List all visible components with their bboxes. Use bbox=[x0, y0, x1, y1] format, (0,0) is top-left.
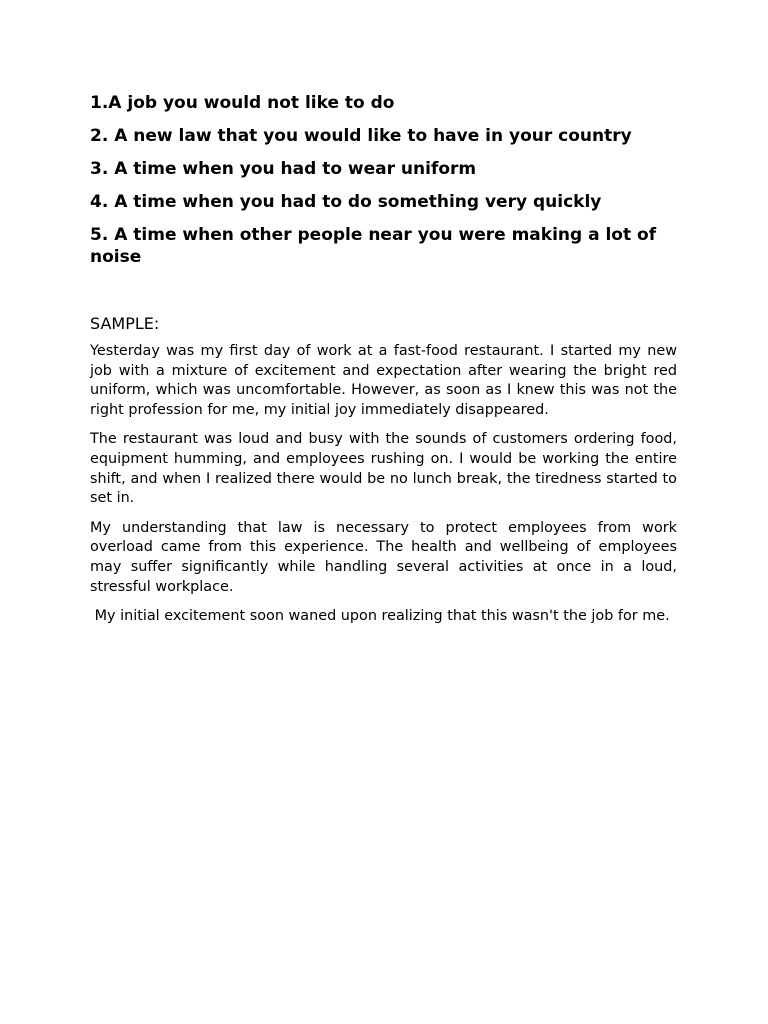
topic-item-2: 2. A new law that you would like to have in your country bbox=[90, 126, 632, 146]
sample-body bbox=[90, 342, 682, 627]
topic-item-3: 3. A time when you had to wear uniform bbox=[90, 159, 477, 179]
sample-paragraph-3: My understanding that law is necessary to protect employees from work overload came from this experience. The health and wellbeing of employees may suffer significantly while handling several activities at once in a loud, stressful workplace. bbox=[90, 519, 682, 595]
sample-paragraph-1: Yesterday was my first day of work at a fast-food restaurant. I started my new job with a mixture of excitement and expectation after wearing the bright red uniform, which was uncomfortable. However, as soon as I knew this was not the right profession for me, my initial joy immediately disappeared. bbox=[90, 343, 682, 418]
topic-item-1: 1.A job you would not like to do bbox=[90, 93, 395, 113]
topic-list bbox=[90, 92, 677, 268]
sample-heading: SAMPLE: bbox=[90, 314, 160, 333]
sample-paragraph-2: The restaurant was loud and busy with the sounds of customers ordering food, equipment humming, and employees rushing on. I would be working the entire shift, and when I realized there would be no lunch break, the tiredness started to set in. bbox=[90, 431, 682, 507]
topic-item-5: 5. A time when other people near you were making a lot of noise bbox=[90, 225, 657, 267]
sample-paragraph-4: My initial excitement soon waned upon realizing that this wasn't the job for me. bbox=[90, 608, 670, 625]
topic-item-4: 4. A time when you had to do something very quickly bbox=[90, 192, 602, 212]
document-page bbox=[90, 92, 682, 637]
